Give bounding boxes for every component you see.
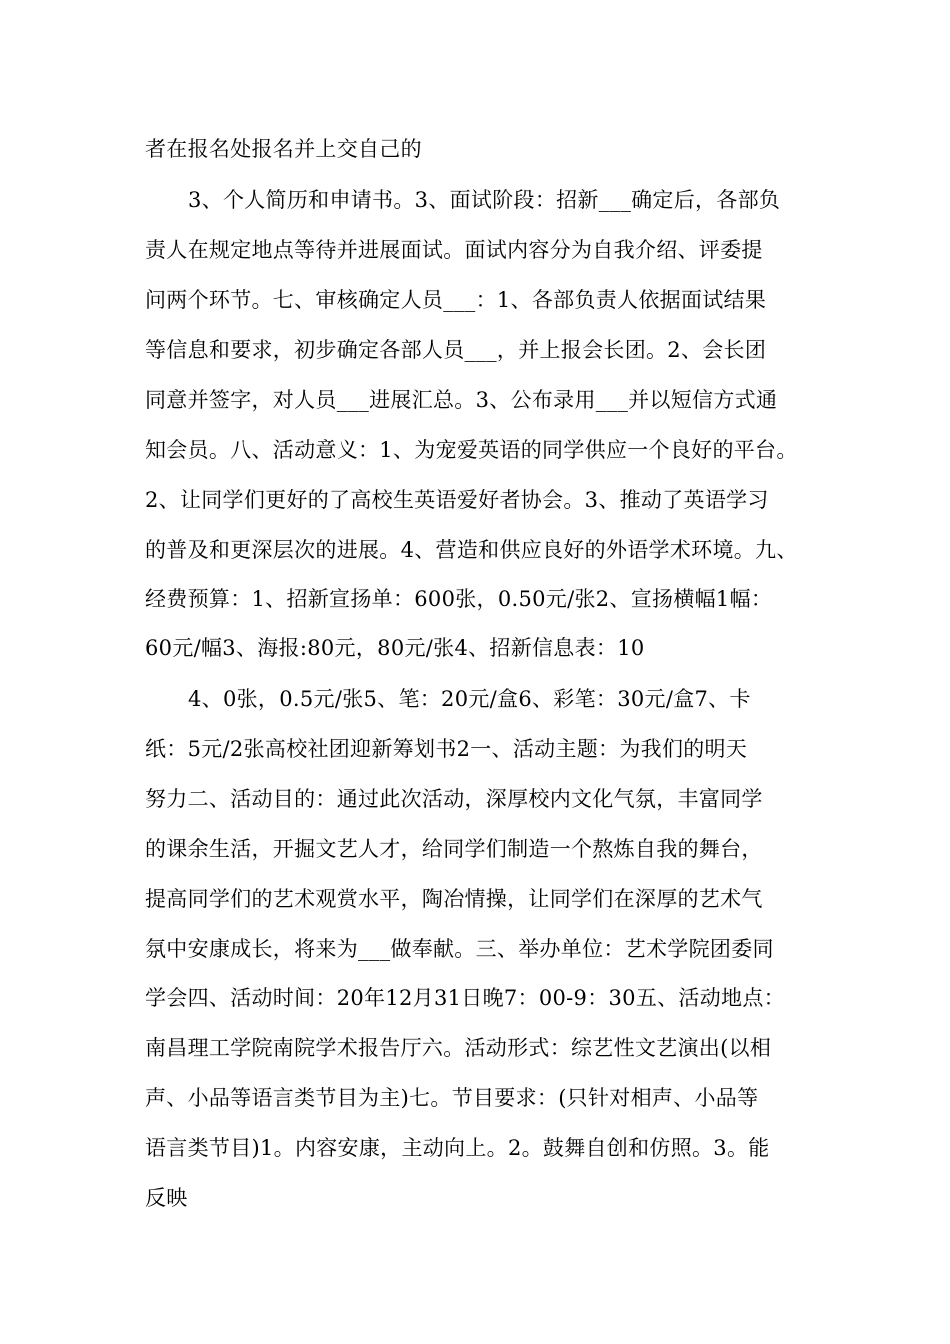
text-line-17: 氛中安康成长，将来为___做奉献。三、举办单位：艺术学院团委同: [145, 937, 774, 961]
text-line-12: 4、0张，0.5元/张5、笔：20元/盒6、彩笔：30元/盒7、卡: [188, 687, 751, 711]
text-line-1: 者在报名处报名并上交自己的: [145, 137, 422, 161]
text-line-4: 问两个环节。七、审核确定人员___：1、各部负责人依据面试结果: [145, 288, 767, 312]
text-line-8: 2、让同学们更好的了高校生英语爱好者协会。3、推动了英语学习: [145, 488, 769, 512]
text-line-19: 南昌理工学院南院学术报告厅六。活动形式：综艺性文艺演出(以相: [145, 1036, 772, 1060]
text-line-15: 的课余生活，开掘文艺人才，给同学们制造一个熬炼自我的舞台，: [145, 837, 763, 861]
text-line-16: 提高同学们的艺术观赏水平，陶冶情操，让同学们在深厚的艺术气: [145, 887, 763, 911]
text-line-13: 纸：5元/2张高校社团迎新筹划书2一、活动主题：为我们的明天: [145, 737, 748, 761]
text-line-18: 学会四、活动时间：20年12月31日晚7：00-9：30五、活动地点：: [145, 986, 785, 1010]
text-line-20: 声、小品等语言类节目为主)七。节目要求：(只针对相声、小品等: [145, 1086, 759, 1110]
text-line-7: 知会员。八、活动意义：1、为宠爱英语的同学供应一个良好的平台。: [145, 438, 798, 462]
text-line-11: 60元/幅3、海报:80元，80元/张4、招新信息表：10: [145, 636, 645, 660]
text-line-22: 反映: [145, 1186, 188, 1210]
text-line-10: 经费预算：1、招新宣扬单：600张，0.50元/张2、宣扬横幅1幅：: [145, 587, 773, 611]
text-line-2: 3、个人简历和申请书。3、面试阶段：招新___确定后，各部负: [188, 188, 781, 212]
text-line-9: 的普及和更深层次的进展。4、营造和供应良好的外语学术环境。九、: [145, 538, 798, 562]
text-line-3: 责人在规定地点等待并进展面试。面试内容分为自我介绍、评委提: [145, 238, 763, 262]
text-line-14: 努力二、活动目的：通过此次活动，深厚校内文化气氛，丰富同学: [145, 787, 763, 811]
text-line-5: 等信息和要求，初步确定各部人员___，并上报会长团。2、会长团: [145, 338, 767, 362]
text-line-21: 语言类节目)1。内容安康，主动向上。2。鼓舞自创和仿照。3。能: [145, 1136, 770, 1160]
text-line-6: 同意并签字，对人员___进展汇总。3、公布录用___并以短信方式通: [145, 388, 778, 412]
